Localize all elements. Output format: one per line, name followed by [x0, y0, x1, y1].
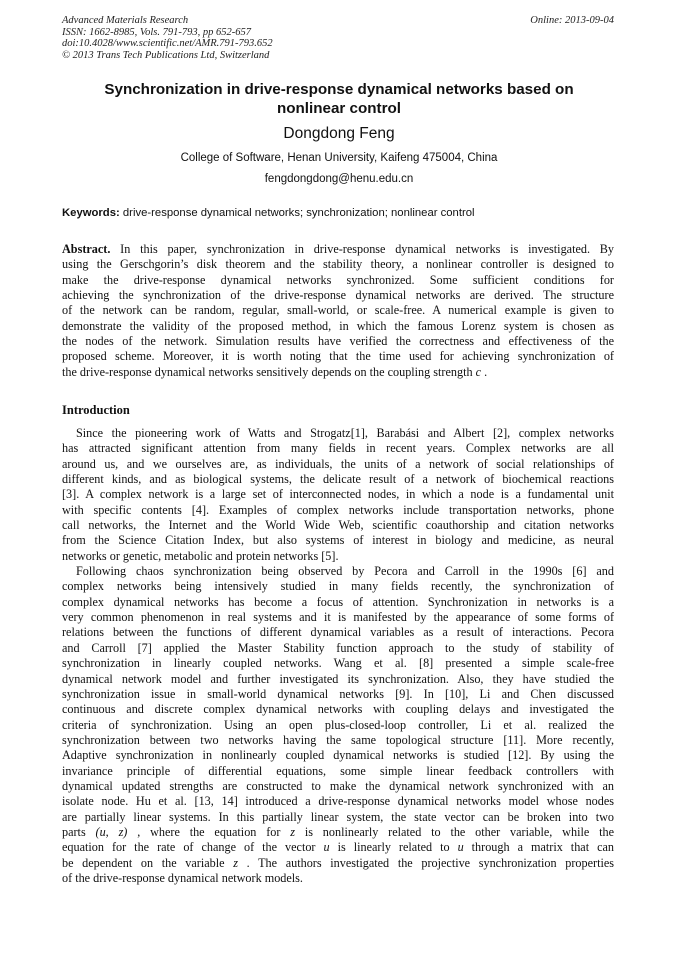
intro-line: synchronization between two networks having the same topological structure [11]. More recently,: [62, 732, 614, 747]
affiliation: College of Software, Henan University, Kaifeng 475004, China: [180, 152, 498, 164]
intro-line: synchronization issue in small-world dynamical networks [9]. In [10], Li and Chen discussed: [62, 686, 614, 701]
keywords: [62, 206, 614, 220]
state-vector-math: (u, z): [95, 824, 128, 839]
abstract-line: Abstract. In this paper, synchronization in drive-response dynamical networks is investigated. By: [62, 242, 614, 256]
intro-line: around us, and we ourselves are, as individuals, the units of a network of social relationships of: [62, 456, 614, 471]
intro-line: [3]. A complex network is a large set of interconnected nodes, in which a node is a fundamental unit: [62, 487, 614, 502]
abstract-line: proposed scheme. Moreover, it is worth noting that the time used for achieving synchronization of: [62, 349, 614, 364]
abstract-label: Abstract.: [62, 242, 111, 256]
intro-line: Adaptive synchronization in nonlinearly coupled dynamical networks is studied [12]. By using the: [62, 748, 614, 763]
intro-line: dynamical network model and further investigated its synchronization. Also, they have studied the: [62, 671, 614, 686]
copyright-line: © 2013 Trans Tech Publications Ltd, Switzerland: [62, 49, 270, 61]
keywords-label: Keywords:: [62, 207, 120, 219]
variable-u: u: [323, 840, 330, 855]
journal-header: [62, 15, 273, 61]
intro-line: different kinds, and as biological systems, the delicate result of a network of biochemical reactions: [62, 472, 614, 487]
abstract-line: using the Gerschgorin’s disk theorem and the stability theory, a nonlinear controller is designed to: [62, 257, 614, 272]
intro-line: complex networks being intensively studied in many fields recently, the synchronization of: [62, 579, 614, 594]
intro-line: isolate node. Hu et al. [13, 14] introduced a drive-response dynamical networks model whose nodes: [62, 794, 614, 809]
paper-title: [60, 80, 618, 118]
intro-line: are partially linear systems. In this partially linear system, the state vector can be broken into two: [62, 809, 614, 824]
intro-line: with specific contents [4]. Examples of complex networks include transportation networks, phone: [62, 502, 614, 517]
author-email: fengdongdong@henu.edu.cn: [264, 173, 414, 185]
intro-line: Since the pioneering work of Watts and Strogatz[1], Barabási and Albert [2], complex networks: [76, 426, 614, 440]
abstract-line: demonstrate the validity of the proposed method, in which the famous Lorenz system is chosen as: [62, 318, 614, 333]
intro-line: Following chaos synchronization being observed by Pecora and Carroll in the 1990s [6] and: [76, 564, 614, 579]
keywords-text: drive-response dynamical networks; synchronization; nonlinear control: [119, 207, 475, 219]
title-line-2: nonlinear control: [276, 100, 402, 117]
intro-line: complex dynamical networks has become a focus of attention. Synchronization in networks is a: [62, 594, 614, 609]
issn-line: ISSN: 1662-8985, Vols. 791-793, pp 652-657: [62, 26, 251, 38]
abstract-line: make the drive-response dynamical networks synchronized. Some sufficient conditions for: [62, 272, 614, 287]
intro-line: from the Science Citation Index, but also systems of interest in biology and medicine, as neural: [62, 533, 614, 548]
section-heading-introduction: Introduction: [62, 403, 130, 417]
intro-line: be dependent on the variable z . The authors investigated the projective synchronization properties: [62, 855, 614, 870]
intro-line: of the drive-response dynamical network models.: [62, 870, 303, 885]
title-line-1: Synchronization in drive-response dynamical networks based on: [104, 81, 574, 98]
intro-line: relations between the functions of different dynamical variables as a result of interactions. Pecora: [62, 625, 614, 640]
introduction-body: [62, 426, 614, 886]
intro-line: criteria of synchronization. Using an open plus-closed-loop controller, Li et al. realized the: [62, 717, 614, 732]
abstract-line: achieving the synchronization of the drive-response dynamical networks are derived. The structure: [62, 288, 614, 303]
intro-line: continuous and discrete complex dynamical networks with coupling delays and investigated the: [62, 702, 614, 717]
abstract-line: the nodes of the network. Simulation results have verified the correctness and effectiveness of the: [62, 334, 614, 349]
variable-u: u: [457, 840, 464, 855]
intro-line: invariance principle of differential equations, some simple linear feedback controllers with: [62, 763, 614, 778]
intro-line: dynamical updated strengths are constructed to make the dynamical network synchronized with an: [62, 778, 614, 793]
abstract-line: the drive-response dynamical networks sensitively depends on the coupling strength c .: [62, 364, 488, 379]
intro-line: very common phenomenon in real systems and it is manifested by the appearance of some forms of: [62, 610, 614, 625]
intro-line: synchronization in linearly coupled networks. Wang et al. [8] presented a simple scale-free: [62, 656, 614, 671]
doi-line: doi:10.4028/www.scientific.net/AMR.791-793.652: [62, 38, 273, 49]
variable-z: z: [290, 824, 296, 839]
intro-line: parts (u, z) , where the equation for z is nonlinearly related to the other variable, while the: [62, 824, 614, 839]
intro-line: and Carroll [7] applied the Master Stability function approach to the study of stability of: [62, 640, 614, 655]
intro-line: equation for the rate of change of the vector u is linearly related to u through a matrix that can: [62, 840, 614, 855]
online-date: Online: 2013-09-04: [530, 15, 614, 26]
abstract: [62, 242, 614, 380]
coupling-strength-symbol: c: [475, 364, 482, 379]
abstract-line: of the network can be random, regular, small-world, or scale-free. A numerical example is given to: [62, 303, 614, 318]
intro-line: call networks, the Internet and the World Wide Web, scientific coauthorship and citation networks: [62, 518, 614, 533]
author-name: Dongdong Feng: [283, 125, 395, 142]
intro-line: networks or genetic, metabolic and protein networks [5].: [62, 548, 339, 563]
variable-z: z: [233, 855, 238, 870]
journal-name: Advanced Materials Research: [62, 15, 189, 26]
intro-line: has attracted significant attention from many fields in recent years. Complex networks are all: [62, 441, 614, 456]
